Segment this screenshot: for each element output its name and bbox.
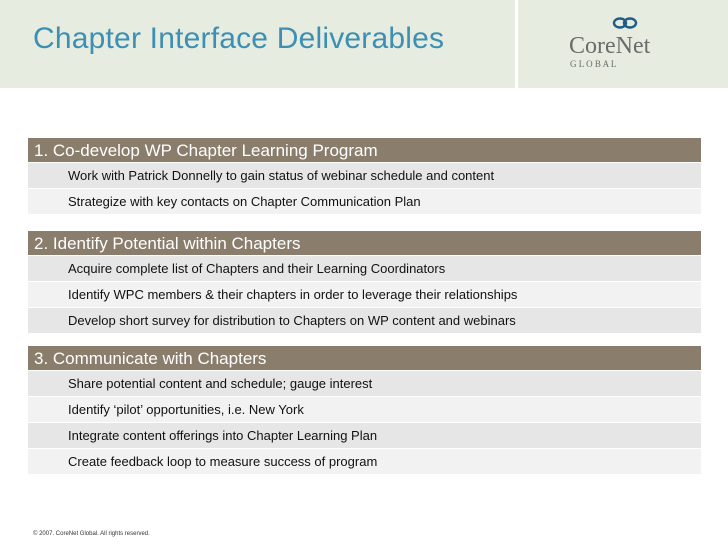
section-3 — [28, 346, 701, 474]
corenet-rings-icon — [614, 19, 636, 28]
list-item: Acquire complete list of Chapters and their Learning Coordinators — [28, 255, 701, 281]
header-divider — [515, 0, 518, 88]
section-2 — [28, 231, 701, 333]
list-item: Strategize with key contacts on Chapter Communication Plan — [28, 188, 701, 214]
section-heading: 3. Communicate with Chapters — [28, 346, 701, 370]
corenet-logo — [566, 16, 678, 72]
corenet-logo-graphic — [566, 16, 678, 72]
logo-wordmark: CoreNet — [569, 33, 651, 59]
list-item: Identify WPC members & their chapters in order to leverage their relationships — [28, 281, 701, 307]
section-1 — [28, 138, 701, 214]
list-item: Integrate content offerings into Chapter Learning Plan — [28, 422, 701, 448]
list-item: Create feedback loop to measure success of program — [28, 448, 701, 474]
section-heading: 1. Co-develop WP Chapter Learning Program — [28, 138, 701, 162]
copyright-notice: © 2007. CoreNet Global. All rights reserved. — [33, 531, 150, 537]
list-item: Share potential content and schedule; gauge interest — [28, 370, 701, 396]
header-band — [0, 0, 728, 88]
list-item: Develop short survey for distribution to Chapters on WP content and webinars — [28, 307, 701, 333]
section-heading: 2. Identify Potential within Chapters — [28, 231, 701, 255]
page-title: Chapter Interface Deliverables — [33, 22, 445, 55]
logo-tagline: G L O B A L — [570, 59, 617, 69]
list-item: Work with Patrick Donnelly to gain status of webinar schedule and content — [28, 162, 701, 188]
list-item: Identify ‘pilot’ opportunities, i.e. New York — [28, 396, 701, 422]
